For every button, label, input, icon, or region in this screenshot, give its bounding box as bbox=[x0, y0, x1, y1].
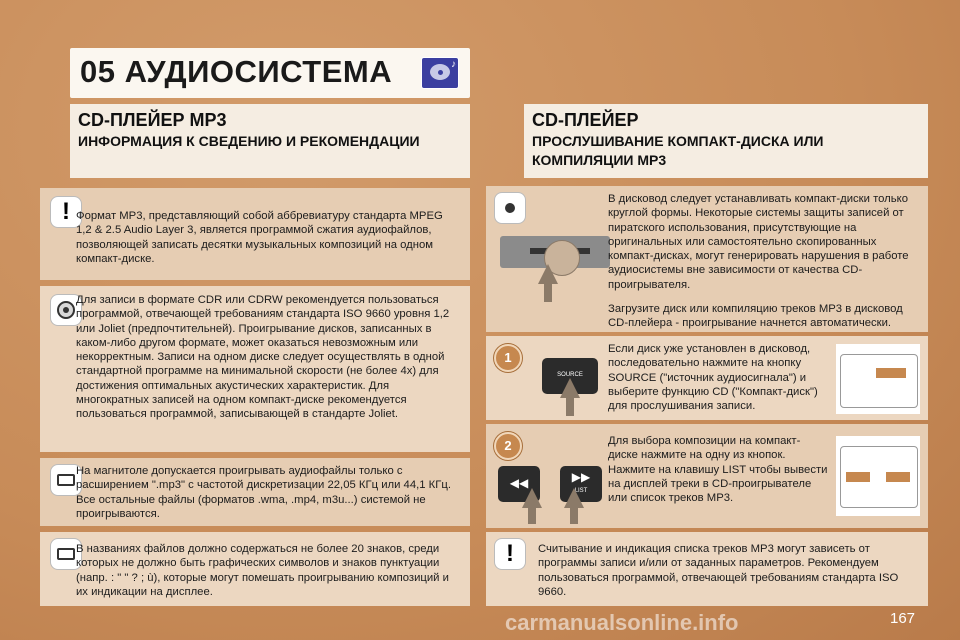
next-track-button[interactable]: ▶▶ LIST bbox=[560, 466, 602, 502]
panel-text: Формат МР3, представляющий собой аббревиатуру стандарта MPEG 1,2 & 2.5 Audio Layer 3, является программой сжатия аудиофайлов, позволяющей записать десятки музыкальных композиций на одном компакт-диске. bbox=[76, 210, 443, 265]
info-panel-format bbox=[40, 188, 470, 280]
watermark: carmanualsonline.info bbox=[505, 610, 739, 635]
source-button[interactable]: SOURCE bbox=[542, 358, 598, 394]
insert-arrow-icon bbox=[538, 264, 558, 284]
cd-insert-panel bbox=[486, 186, 928, 332]
right-section-header bbox=[524, 104, 928, 178]
step-2-text: Для выбора композиции на компакт-диске нажмите на одну из кнопок. Нажмите на клавишу LIST чтобы вывести на дисплей треки в CD-проигрывателе или список треков MP3. bbox=[608, 435, 828, 505]
step-number-2: 2 bbox=[494, 432, 522, 460]
press-arrow-icon bbox=[560, 378, 580, 398]
step-1-text: Если диск уже установлен в дисковод, последовательно нажмите на кнопку SOURCE ("источник аудиосигнала") и выберите функцию CD ("Компакт-диск") для прослушивания записи. bbox=[608, 343, 818, 413]
panel-text: В названиях файлов должно содержаться не более 20 знаков, среди которых не должно быть графических символов и знаков пунктуации (напр. : " " ? ; ù), которые могут помешать проигрыванию композиций и их индикации на дисплее. bbox=[76, 543, 449, 598]
previous-track-button[interactable]: ◀◀ bbox=[498, 466, 540, 502]
mp3-warning-panel bbox=[486, 532, 928, 606]
step-2-panel bbox=[486, 424, 928, 528]
warning-text: Считывание и индикация списка треков MP3 могут зависеть от программы записи и/или от заданных параметров. Рекомендуем пользоваться программой, отвечающей требованиям стандарта ISO 9660. bbox=[538, 543, 899, 598]
sun-icon bbox=[494, 192, 526, 224]
warning-icon: ! bbox=[494, 538, 526, 570]
right-heading: CD-ПЛЕЙЕР bbox=[532, 110, 639, 130]
left-subheading: ИНФОРМАЦИЯ К СВЕДЕНИЮ И РЕКОМЕНДАЦИИ bbox=[78, 133, 420, 149]
cd-music-icon: ♪ bbox=[421, 57, 459, 89]
info-panel-recording bbox=[40, 286, 470, 452]
step-number-1: 1 bbox=[494, 344, 522, 372]
panel-text: На магнитоле допускается проигрывать аудиофайлы только с расширением ".mp3" с частотой дискретизации 22,05 КГц или 44,1 КГц. Все остальные файлы (форматов .wma, .mp4, m3u...) системой не проигрываются. bbox=[76, 465, 451, 520]
right-subheading: ПРОСЛУШИВАНИЕ КОМПАКТ-ДИСКА ИЛИ КОМПИЛЯЦИИ MP3 bbox=[532, 133, 824, 168]
page-title: 05 АУДИОСИСТЕМА bbox=[80, 54, 393, 89]
warning-icon: ! bbox=[50, 196, 82, 228]
title-box bbox=[70, 48, 470, 98]
info-panel-filenames bbox=[40, 532, 470, 606]
press-arrow-icon bbox=[522, 488, 542, 508]
press-arrow-icon bbox=[564, 488, 584, 508]
panel-text: Для записи в формате CDR или CDRW рекомендуется пользоваться программой, отвечающей требованиям стандарта ISO 9660 уровня 1,2 или Joliet (предпочтительней). Проигрывание дисков, записанных в каком-либо другом формате, может оказаться невозможным или некорректным. Записи на одном диске следует осуществлять в одной стандартной программе на минимальной скорости (не более 4х) для достижения оптимальных акустических характеристик. Для многократных записей на одном компакт-диске рекомендуется пользоваться программой, записывающей в стандарте Joliet. bbox=[76, 294, 450, 421]
step-1-panel bbox=[486, 336, 928, 420]
radio-unit-illustration bbox=[836, 344, 920, 414]
left-heading: CD-ПЛЕЙЕР MP3 bbox=[78, 110, 227, 130]
radio-unit-illustration bbox=[836, 436, 920, 516]
page-number: 167 bbox=[890, 610, 916, 627]
info-panel-extensions bbox=[40, 458, 470, 526]
load-text: Загрузите диск или компиляцию треков MP3 в дисковод CD-плейера - проигрывание начнется автоматически. bbox=[608, 303, 903, 330]
intro-text: В дисковод следует устанавливать компакт-диски только круглой формы. Некоторые системы защиты записей от пиратского использования, присутствующие на оригинальных или самостоятельно скопированных компакт-дисках, могут генерировать нарушения в работе аудиосистемы вне зависимости от качества CD-проигрывателя. bbox=[608, 193, 909, 291]
left-section-header bbox=[70, 104, 470, 178]
